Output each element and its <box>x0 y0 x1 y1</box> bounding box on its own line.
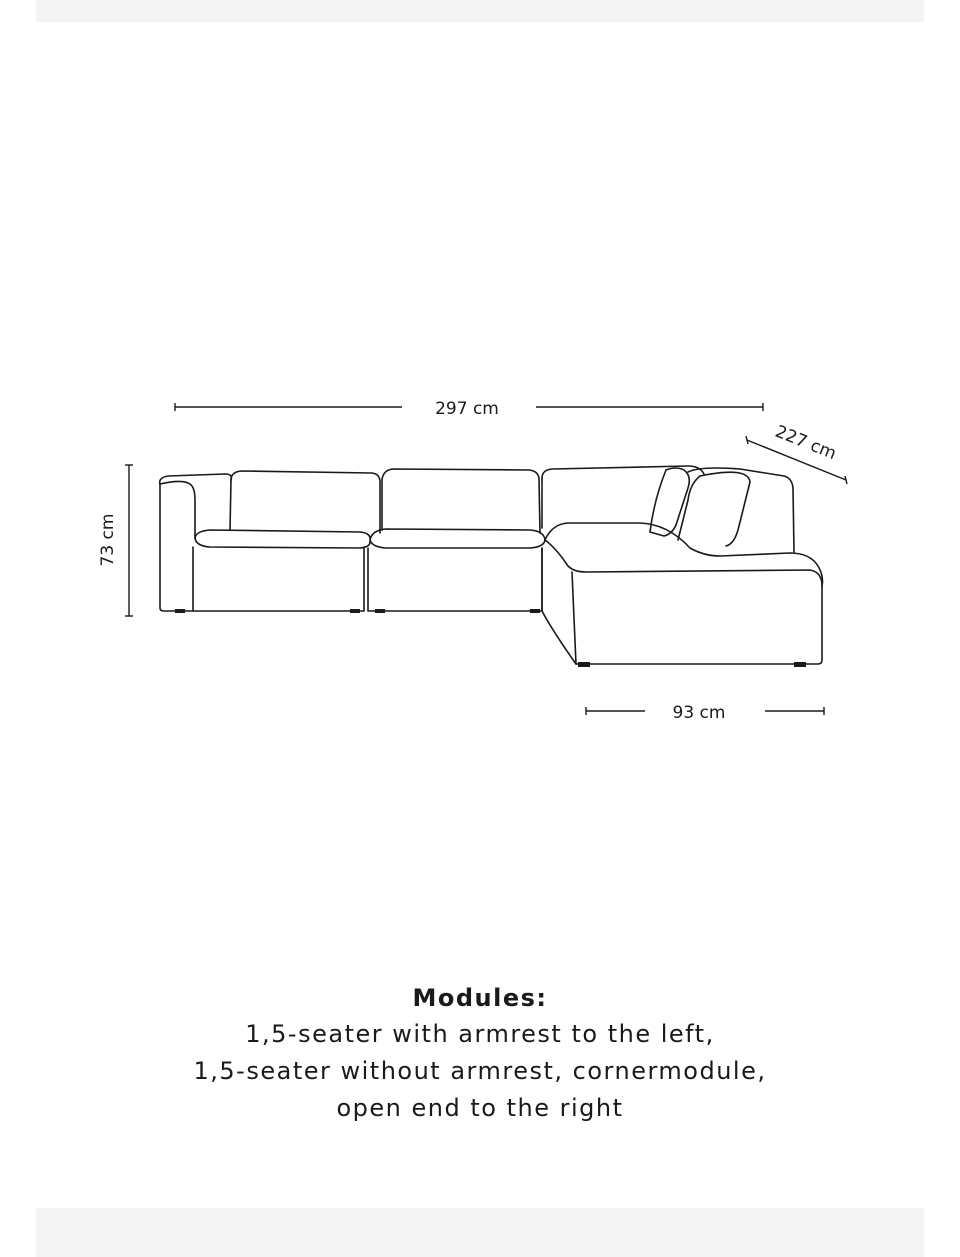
modules-line-1: 1,5-seater with armrest to the left, <box>245 1020 715 1048</box>
foot <box>530 609 540 613</box>
right-backrest <box>688 468 794 552</box>
width-label: 297 cm <box>435 399 499 419</box>
seat-cushion-middle-top <box>370 529 545 540</box>
backrest-middle <box>382 469 540 533</box>
depth-tick-right <box>845 476 847 484</box>
depth-tick-left <box>746 436 748 444</box>
corner-angled-cushion-edge <box>650 470 666 532</box>
foot <box>350 609 360 613</box>
foot <box>175 609 185 613</box>
module-corner-open-end <box>542 466 823 667</box>
chaise-seat-top <box>545 523 823 586</box>
depth-label: 227 cm <box>772 421 839 465</box>
corner-side-base <box>542 548 576 664</box>
seat-base-middle <box>368 548 542 611</box>
module-middle-seater <box>368 469 545 613</box>
seat-cushion-left-front <box>195 538 370 548</box>
seat-base-left <box>193 547 364 611</box>
width-dimension <box>175 399 763 419</box>
modules-caption <box>0 980 960 1127</box>
seat-cushion-middle-front <box>370 540 545 548</box>
modules-heading: Modules: <box>412 984 548 1012</box>
seat-cushion-left-top <box>195 530 370 542</box>
backrest-left <box>231 471 380 533</box>
foot <box>578 662 590 667</box>
height-label: 73 cm <box>98 513 118 567</box>
foot <box>794 662 806 667</box>
open-end-label: 93 cm <box>672 703 726 723</box>
depth-dimension <box>746 422 847 484</box>
modules-line-2: 1,5-seater without armrest, cornermodule, <box>193 1057 767 1085</box>
chaise-seat-front-edge <box>545 540 822 586</box>
open-end-dimension <box>586 703 824 723</box>
modules-line-3: open end to the right <box>336 1094 624 1122</box>
module-left-armrest-seater <box>160 471 380 613</box>
backrest-left-front <box>230 480 231 530</box>
sofa-illustration <box>160 466 823 667</box>
height-dimension <box>96 465 133 616</box>
chaise-base <box>572 572 822 664</box>
armrest-outer <box>160 484 193 611</box>
right-back-cushion <box>700 472 750 546</box>
bottom-band <box>36 1208 924 1257</box>
foot <box>375 609 385 613</box>
armrest-inner <box>160 481 195 538</box>
